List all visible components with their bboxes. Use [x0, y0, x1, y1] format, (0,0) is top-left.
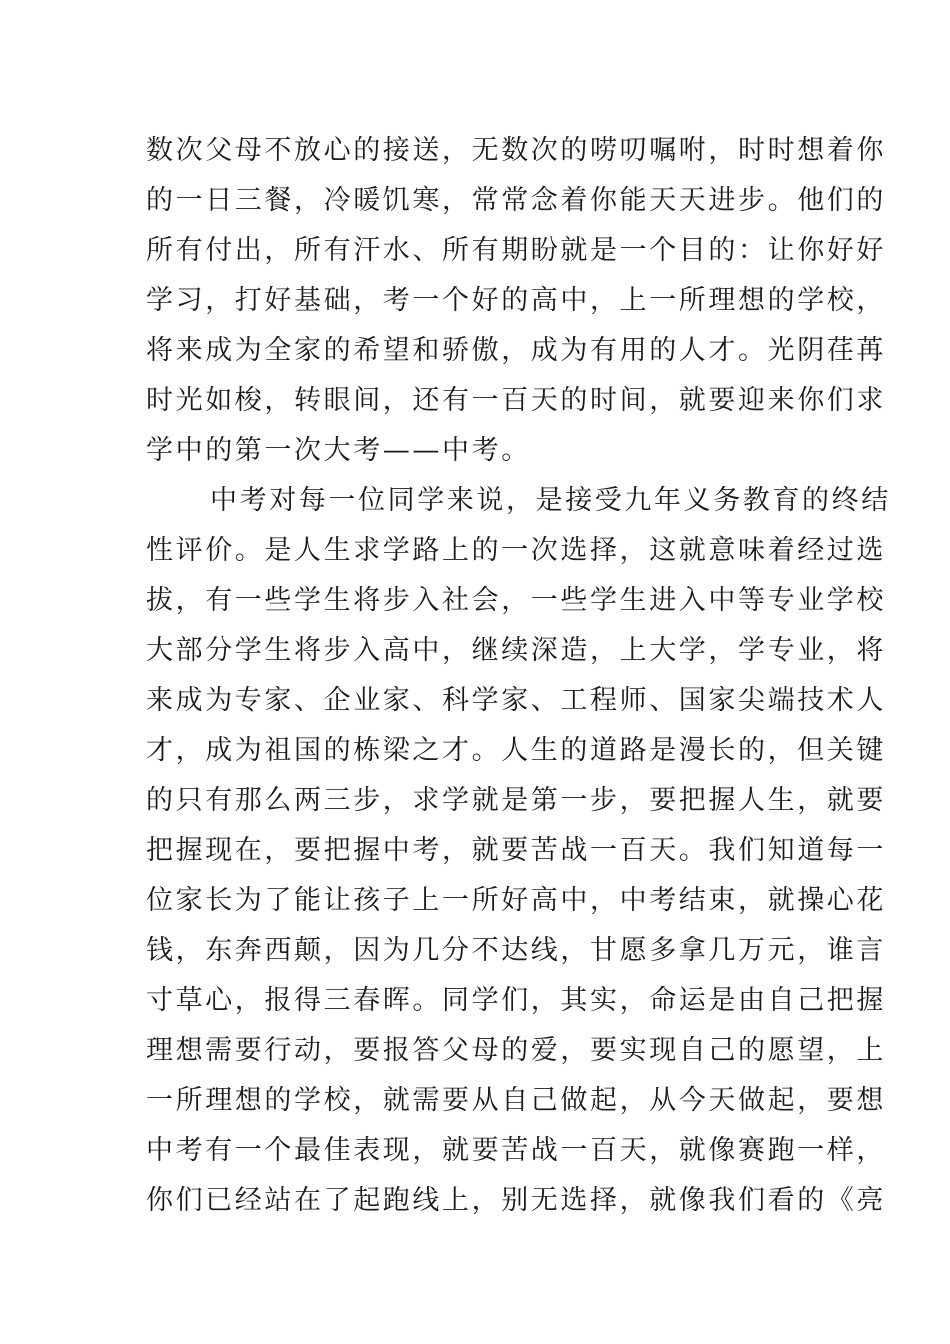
- text-line: 学习，打好基础，考一个好的高中，上一所理想的学校，: [146, 285, 886, 316]
- text-line: 来成为专家、企业家、科学家、工程师、国家尖端技术人: [146, 685, 886, 716]
- text-line: 中考有一个最佳表现，就要苦战一百天，就像赛跑一样，: [146, 1135, 886, 1166]
- text-line: 拔，有一些学生将步入社会，一些学生进入中等专业学校: [146, 585, 886, 616]
- text-line: 一所理想的学校，就需要从自己做起，从今天做起，要想: [146, 1085, 886, 1116]
- text-line: 寸草心，报得三春晖。同学们，其实，命运是由自己把握: [146, 985, 886, 1016]
- text-line: 把握现在，要把握中考，就要苦战一百天。我们知道每一: [146, 835, 886, 866]
- paragraph-first-line: 中考对每一位同学来说，是接受九年义务教育的终结: [210, 485, 891, 516]
- text-line: 所有付出，所有汗水、所有期盼就是一个目的：让你好好: [146, 235, 886, 266]
- text-line: 性评价。是人生求学路上的一次选择，这就意味着经过选: [146, 535, 886, 566]
- text-line: 的一日三餐，冷暖饥寒，常常念着你能天天进步。他们的: [146, 185, 886, 216]
- text-line: 学中的第一次大考——中考。: [146, 435, 531, 466]
- text-line: 才，成为祖国的栋梁之才。人生的道路是漫长的，但关键: [146, 735, 886, 766]
- text-line: 的只有那么两三步，求学就是第一步，要把握人生，就要: [146, 785, 886, 816]
- text-line: 大部分学生将步入高中，继续深造，上大学，学专业，将: [146, 635, 886, 666]
- text-line: 位家长为了能让孩子上一所好高中，中考结束，就操心花: [146, 885, 886, 916]
- text-line: 将来成为全家的希望和骄傲，成为有用的人才。光阴荏苒: [146, 335, 886, 366]
- text-line: 你们已经站在了起跑线上，别无选择，就像我们看的《亮: [146, 1185, 886, 1216]
- text-line: 理想需要行动，要报答父母的爱，要实现自己的愿望，上: [146, 1035, 886, 1066]
- text-line: 时光如梭，转眼间，还有一百天的时间，就要迎来你们求: [146, 385, 886, 416]
- text-line: 数次父母不放心的接送，无数次的唠叨嘱咐，时时想着你: [146, 135, 886, 166]
- text-line: 钱，东奔西颠，因为几分不达线，甘愿多拿几万元，谁言: [146, 935, 886, 966]
